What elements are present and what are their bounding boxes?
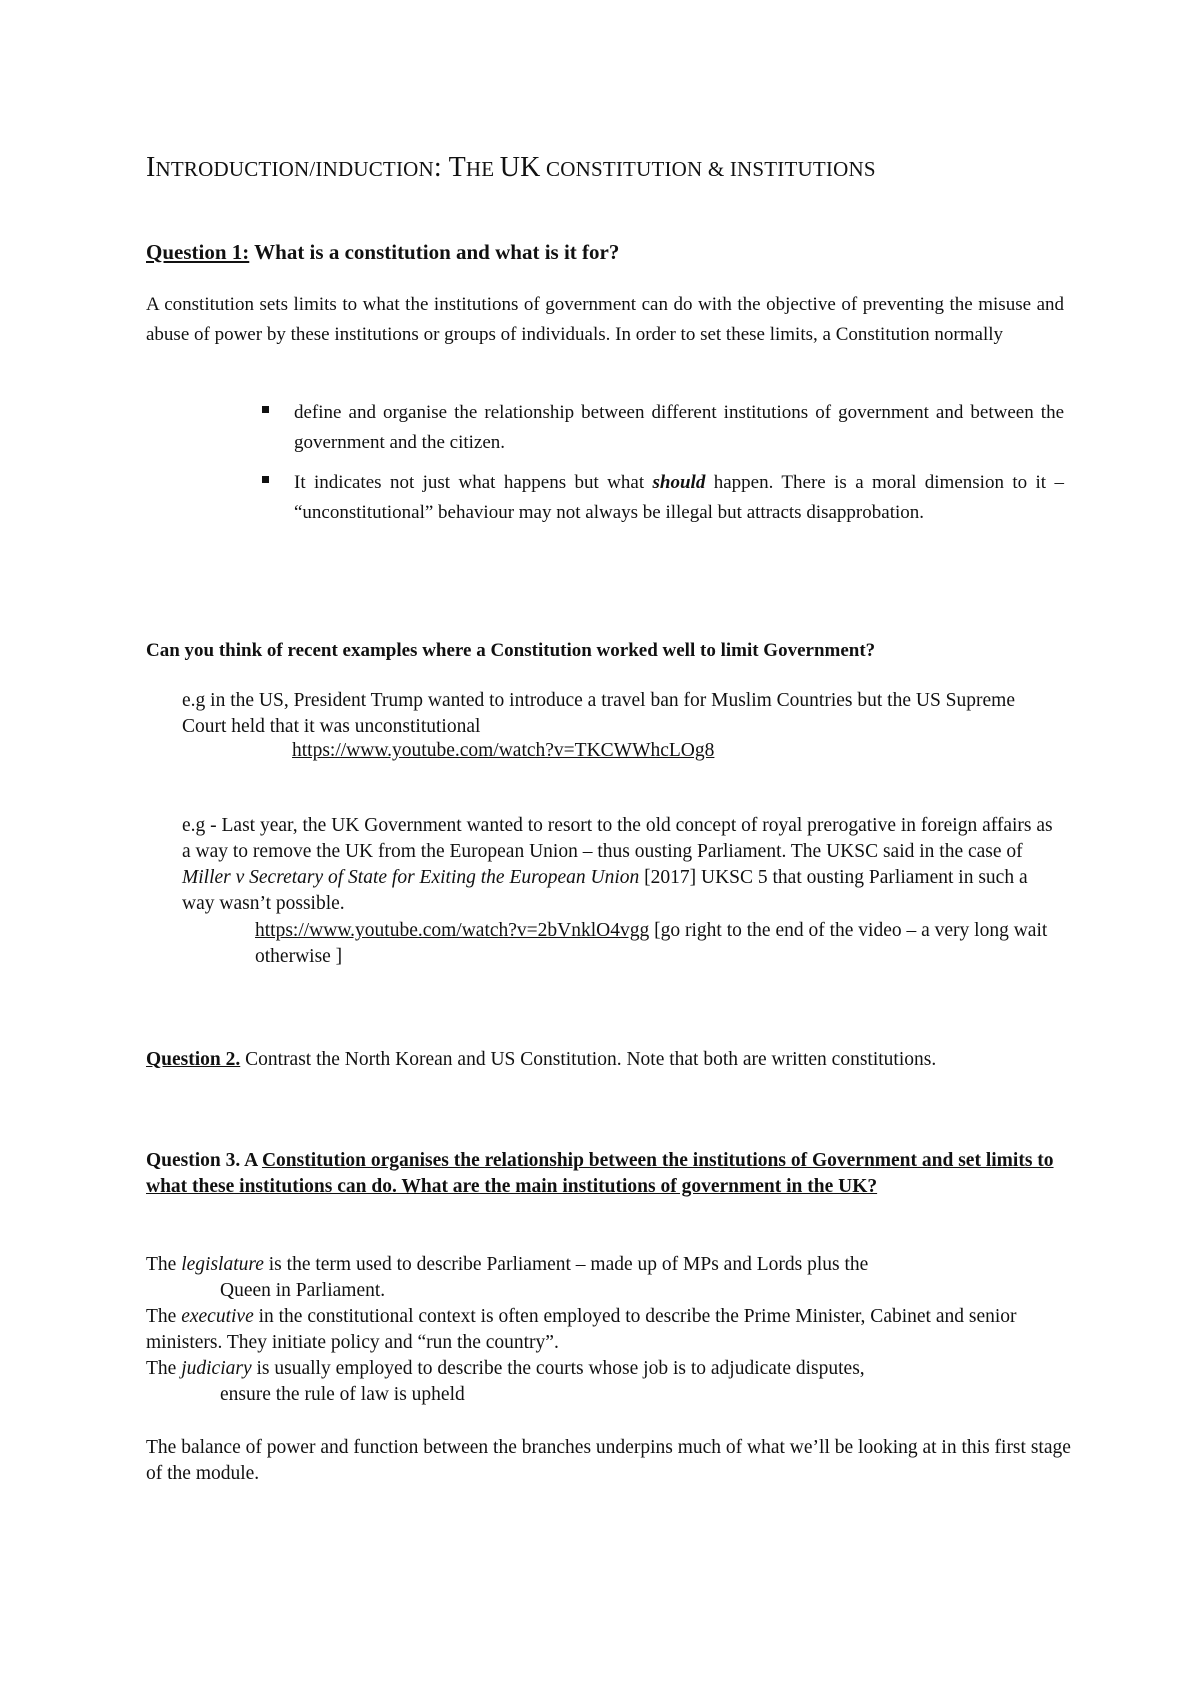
page-title: INTRODUCTION/INDUCTION: THE UK CONSTITUTION & INSTITUTIONS: [146, 152, 876, 183]
question-3-text: Constitution organises the relationship between the institutions of Government and set limits to what these institutions can do. What are the main institutions of government in the UK?: [146, 1150, 1054, 1197]
legislature-definition: The legislature is the term used to describe Parliament – made up of MPs and Lords plus the: [146, 1254, 869, 1275]
youtube-link-miller[interactable]: https://www.youtube.com/watch?v=2bVnklO4vgg: [255, 920, 650, 941]
executive-definition: The executive in the constitutional context is often employed to describe the Prime Minister, Cabinet and senior ministers. They initiate policy and “run the country”.: [146, 1306, 1017, 1353]
question-1-label: Question 1:: [146, 240, 250, 264]
list-item: It indicates not just what happens but what should happen. There is a moral dimension to it – “unconstitutional” behaviour may not always be illegal but attracts disapprobation.: [262, 468, 1064, 528]
constitution-bullet-list: [262, 398, 1064, 538]
question-2-label: Question 2.: [146, 1049, 241, 1070]
constitution-paragraph: A constitution sets limits to what the institutions of government can do with the objective of preventing the misuse and abuse of power by these institutions or groups of individuals. In order to set these limits, a Constitution normally: [146, 294, 1064, 345]
closing-paragraph: The balance of power and function between the branches underpins much of what we’ll be looking at in this first stage of the module.: [146, 1437, 1071, 1484]
example-us-travel-ban: e.g in the US, President Trump wanted to introduce a travel ban for Muslim Countries but the US Supreme Court held that it was unconstitutional: [182, 690, 1015, 737]
question-1-heading: Question 1: What is a constitution and what is it for?: [146, 240, 620, 264]
list-item: define and organise the relationship between different institutions of government and between the government and the citizen.: [262, 398, 1064, 458]
miller-link-line: [255, 918, 1055, 970]
bullet-marker-icon: [262, 406, 269, 413]
youtube-link-travel-ban[interactable]: https://www.youtube.com/watch?v=TKCWWhcLOg8: [292, 740, 715, 761]
question-3: Question 3. A Constitution organises the relationship between the institutions of Government and set limits to what these institutions can do. What are the main institutions of government in the UK?: [146, 1150, 1054, 1197]
case-name: Miller v Secretary of State for Exiting the European Union: [182, 867, 640, 888]
judiciary-continuation: ensure the rule of law is upheld: [220, 1384, 465, 1405]
question-3-label: Question 3.: [146, 1150, 241, 1171]
legislature-continuation: Queen in Parliament.: [220, 1280, 386, 1301]
judiciary-definition: The judiciary is usually employed to describe the courts whose job is to adjudicate disputes,: [146, 1358, 865, 1379]
bullet-marker-icon: [262, 476, 269, 483]
branches-definitions: [146, 1252, 1076, 1408]
example-miller-case: e.g - Last year, the UK Government wanted to resort to the old concept of royal prerogative in foreign affairs as a way to remove the UK from the European Union – thus ousting Parliament. The UKSC said in the case of Miller v Secretary of State for Exiting the European Union [2017] UKSC 5 that ousting Parliament in such a way wasn’t possible.: [182, 815, 1053, 914]
video-note: [go right to the end of the video – a very long wait otherwise ]: [255, 920, 1048, 967]
question-2: Question 2. Contrast the North Korean and US Constitution. Note that both are written constitutions.: [146, 1049, 937, 1070]
examples-heading: Can you think of recent examples where a Constitution worked well to limit Government?: [146, 640, 876, 661]
